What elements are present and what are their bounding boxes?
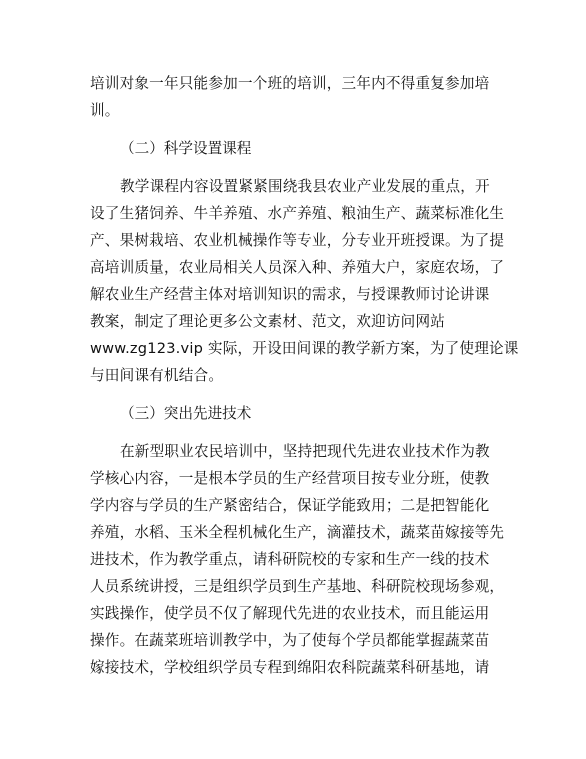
text-line: 人员系统讲授，三是组织学员到生产基地、科研院校现场参观， [90, 578, 505, 595]
paragraph-training-limits [90, 70, 498, 124]
text-line: 高培训质量，农业局相关人员深入种、养殖大户，家庭农场，了 [90, 259, 505, 276]
text-line: 学内容与学员的生产紧密结合，保证学能致用；二是把智能化 [90, 497, 490, 514]
text-line: 嫁接技术，学校组织学员专程到绵阳农科院蔬菜科研基地，请 [90, 659, 490, 676]
section-heading-curriculum: （二）科学设置课程 [120, 140, 252, 157]
text-line: 学核心内容，一是根本学员的生产经营项目按专业分班，使教 [90, 470, 490, 487]
text-line: 教学课程内容设置紧紧围绕我县农业产业发展的重点，开 [120, 178, 490, 195]
text-line: 进技术，作为教学重点，请科研院校的专家和生产一线的技术 [90, 551, 490, 568]
paragraph-advanced-tech [90, 438, 505, 681]
text-line: 与田间课有机结合。 [90, 367, 224, 384]
text-line: www.zg123.vip 实际，开设田间课的教学新方案，为了使理论课 [90, 340, 519, 357]
document-body [90, 70, 519, 681]
text-line: 操作。在蔬菜班培训教学中，为了使每个学员都能掌握蔬菜苗 [90, 632, 490, 649]
text-line: 培训对象一年只能参加一个班的培训，三年内不得重复参加培 [90, 75, 490, 92]
text-line: 教案，制定了理论更多公文素材、范文，欢迎访问网站 [90, 313, 446, 330]
text-line: 训。 [90, 102, 120, 119]
text-line: 养殖，水稻、玉米全程机械化生产，滴灌技术，蔬菜苗嫁接等先 [90, 524, 505, 541]
text-line: 产、果树栽培、农业机械操作等专业，分专业开班授课。为了提 [90, 232, 505, 249]
text-line: 解农业生产经营主体对培训知识的需求，与授课教师讨论讲课 [90, 286, 490, 303]
text-line: 设了生猪饲养、牛羊养殖、水产养殖、粮油生产、蔬菜标准化生 [90, 205, 505, 222]
paragraph-curriculum [90, 173, 519, 389]
text-line: 实践操作，使学员不仅了解现代先进的农业技术，而且能运用 [90, 605, 490, 622]
text-line: 在新型职业农民培训中，坚持把现代先进农业技术作为教 [120, 443, 490, 460]
section-heading-advanced-tech: （三）突出先进技术 [120, 405, 252, 422]
